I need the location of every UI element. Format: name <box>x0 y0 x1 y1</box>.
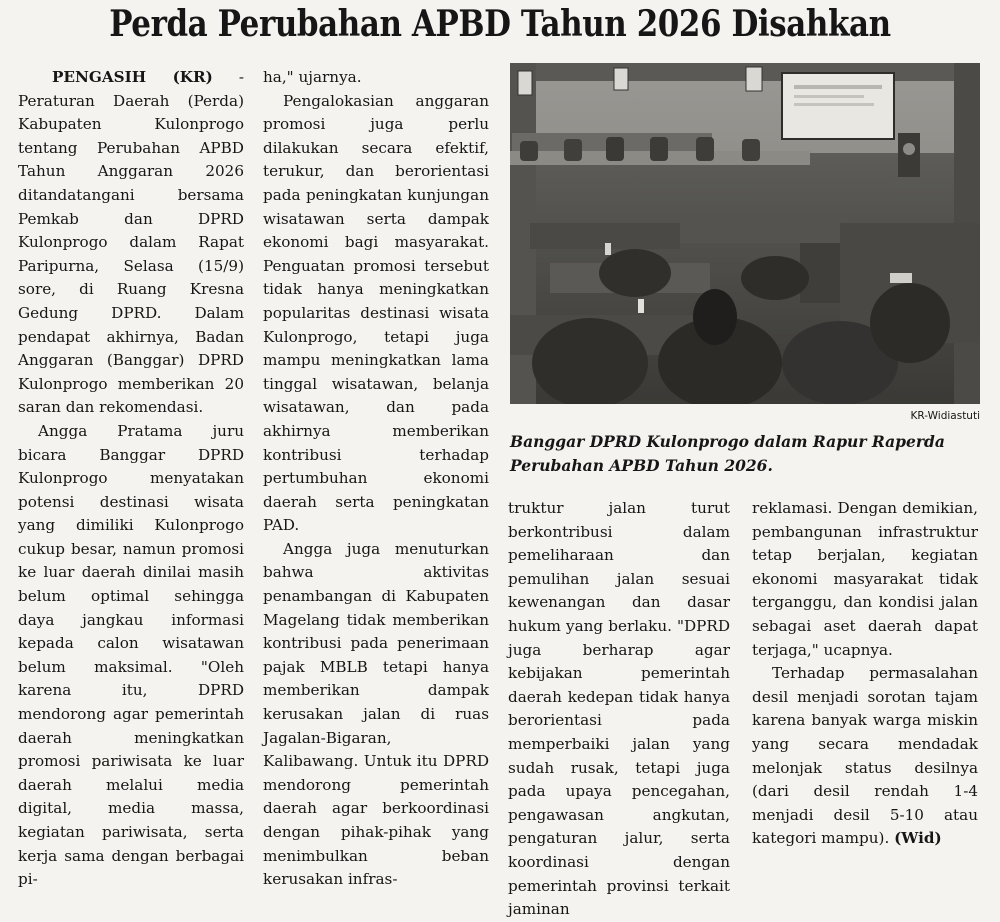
paragraph: reklamasi. Dengan demikian, pembangunan infrastruktur tetap berjalan, kegiatan ekonomi masyarakat tidak terganggu, dan kondisi jalan sebagai aset daerah dapat terjaga," ucapnya. <box>752 499 978 659</box>
article-column-3 <box>508 497 730 922</box>
dateline: PENGASIH (KR) <box>52 68 213 86</box>
article-column-4 <box>752 497 978 851</box>
paragraph: truktur jalan turut berkontribusi dalam pemeliharaan dan pemulihan jalan sesuai kewenangan dan dasar hukum yang berlaku. "DPRD juga berharap agar kebijakan pemerintah daerah kedepan tidak hanya berorientasi pada memperbaiki jalan yang sudah rusak, tetapi juga pada upaya pencegahan, pengawasan angkutan, pengaturan jalur, serta koordinasi dengan pemerintah provinsi terkait jaminan <box>508 499 730 919</box>
headline: Perda Perubahan APBD Tahun 2026 Disahkan <box>109 3 891 45</box>
author-signature: (Wid) <box>894 829 942 848</box>
lead-paragraph-text: -Peraturan Daerah (Perda) Kabupaten Kulonprogo tentang Perubahan APBD Tahun Anggaran 2026 ditandatangani bersama Pemkab dan DPRD Kulonprogo dalam Rapat Paripurna, Selasa (15/9) sore, di Ruang Kresna Gedung DPRD. Dalam pendapat akhirnya, Badan Anggaran (Banggar) DPRD Kulonprogo memberikan 20 saran dan rekomendasi. <box>18 68 244 417</box>
paragraph <box>752 662 978 851</box>
lead-paragraph <box>18 66 244 420</box>
meeting-room-photo <box>510 63 980 404</box>
paragraph: Pengalokasian anggaran promosi juga perlu dilakukan secara efektif, terukur, dan berorientasi pada peningkatan kunjungan wisatawan serta dampak ekonomi bagi masyarakat. Penguatan promosi tersebut tidak hanya meningkatkan popularitas destinasi wisata Kulonprogo, tetapi juga mampu meningkatkan lama tinggal wisatawan, belanja wisatawan, dan pada akhirnya memberikan kontribusi terhadap pertumbuhan ekonomi daerah serta peningkatan PAD. <box>263 91 489 535</box>
photo-caption: Banggar DPRD Kulonprogo dalam Rapur Raperda Perubahan APBD Tahun 2026. <box>510 432 945 475</box>
photo-credit: KR-Widiastuti <box>910 410 980 422</box>
news-photo <box>510 63 980 404</box>
article-column-1 <box>18 66 244 892</box>
paragraph: Angga Pratama juru bicara Banggar DPRD Kulonprogo menyatakan potensi destinasi wisata yang dimiliki Kulonprogo cukup besar, namun promosi ke luar daerah dinilai masih belum optimal sehingga daya jangkau informasi kepada calon wisatawan belum maksimal. "Oleh karena itu, DPRD mendorong agar pemerintah daerah meningkatkan promosi pariwisata ke luar daerah melalui media digital, media massa, kegiatan pariwisata, serta kerja sama dengan berbagai pi- <box>18 421 244 889</box>
paragraph-text: Terhadap permasalahan desil menjadi sorotan tajam karena banyak warga miskin yang secara mendadak melonjak status desilnya (dari desil rendah 1-4 menjadi desil 5-10 atau kategori mampu). <box>752 664 978 848</box>
article-column-2 <box>263 66 489 892</box>
paragraph: ha," ujarnya. <box>263 68 362 86</box>
paragraph: Angga juga menuturkan bahwa aktivitas penambangan di Kabupaten Magelang tidak memberikan kontribusi pada penerimaan pajak MBLB tetapi hanya memberikan dampak kerusakan jalan di ruas Jagalan-Bigaran, Kalibawang. Untuk itu DPRD mendorong pemerintah daerah agar berkoordinasi dengan pihak-pihak yang menimbulkan beban kerusakan infras- <box>263 539 489 889</box>
